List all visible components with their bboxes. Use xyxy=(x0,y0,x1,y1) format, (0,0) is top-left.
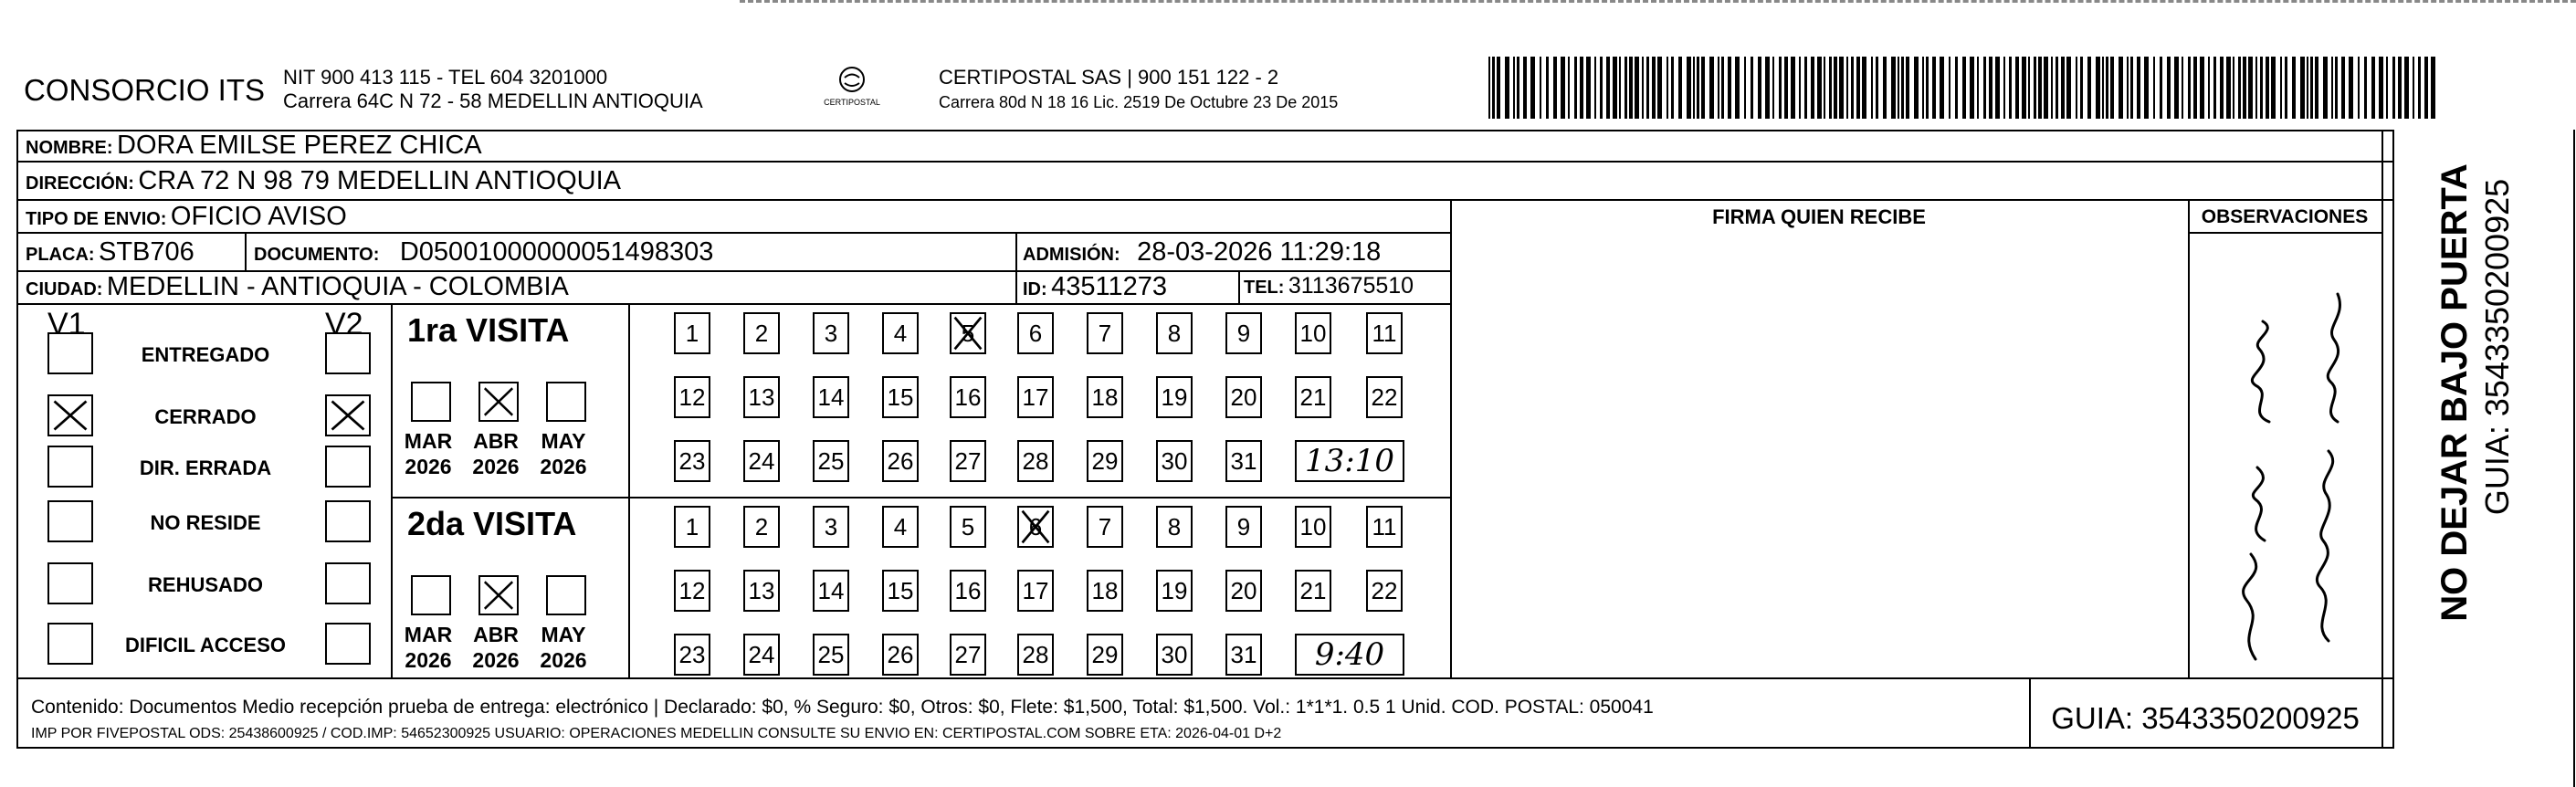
svg-text:Cerrado: Cerrado xyxy=(2201,239,2204,240)
month-checkbox[interactable] xyxy=(478,382,519,422)
day-box[interactable]: 15 xyxy=(882,376,919,418)
v1-label: V1 xyxy=(47,307,86,341)
id-field: ID: 43511273 xyxy=(1023,272,1167,301)
day-box[interactable]: 1 xyxy=(674,312,710,354)
status-label: CERRADO xyxy=(154,405,257,428)
day-box[interactable]: 8 xyxy=(1156,506,1193,548)
day-box[interactable]: 20 xyxy=(1225,376,1262,418)
month-checkbox[interactable] xyxy=(546,575,586,615)
day-box[interactable]: 25 xyxy=(813,634,849,676)
day-box[interactable]: 12 xyxy=(674,570,710,612)
month-checkbox[interactable] xyxy=(478,575,519,615)
day-box[interactable]: 16 xyxy=(950,376,986,418)
recipient-address: CRA 72 N 98 79 MEDELLIN ANTIOQUIA xyxy=(138,166,621,195)
side-guia: GUIA: 3543350200925 xyxy=(2478,178,2516,516)
day-box[interactable]: 23 xyxy=(674,440,710,482)
day-box[interactable]: 21 xyxy=(1295,376,1331,418)
month-label: MAR xyxy=(404,429,453,453)
recipient-name: DORA EMILSE PEREZ CHICA xyxy=(117,131,482,160)
status-label: REHUSADO xyxy=(148,573,263,596)
month-label: ABR xyxy=(473,429,519,453)
v2-checkbox[interactable] xyxy=(325,623,371,665)
day-box[interactable]: 16 xyxy=(950,570,986,612)
day-box[interactable]: 31 xyxy=(1225,440,1262,482)
day-box[interactable]: 6 xyxy=(1017,312,1054,354)
signature-area xyxy=(1452,234,2186,676)
day-box[interactable]: 22 xyxy=(1366,570,1403,612)
day-box[interactable]: 19 xyxy=(1156,376,1193,418)
month-year: 2026 xyxy=(472,455,520,478)
certipostal-logo: CERTIPOSTAL xyxy=(811,64,893,113)
month-checkbox[interactable] xyxy=(411,382,451,422)
day-box[interactable]: 26 xyxy=(882,440,919,482)
status-label: DIR. ERRADA xyxy=(139,456,272,479)
month-year: 2026 xyxy=(405,455,452,478)
day-box[interactable]: 30 xyxy=(1156,440,1193,482)
month-label: MAR xyxy=(404,623,453,646)
day-box[interactable]: 18 xyxy=(1087,376,1123,418)
day-box[interactable]: 1 xyxy=(674,506,710,548)
day-box[interactable]: 2 xyxy=(743,506,780,548)
visit-title: 1ra VISITA xyxy=(407,311,570,349)
day-box[interactable]: 28 xyxy=(1017,634,1054,676)
day-box[interactable]: 13 xyxy=(743,570,780,612)
day-box[interactable]: 19 xyxy=(1156,570,1193,612)
ciudad-field: CIUDAD: MEDELLIN - ANTIOQUIA - COLOMBIA xyxy=(26,272,569,301)
nombre-row: NOMBRE: DORA EMILSE PEREZ CHICA xyxy=(26,131,482,160)
v2-checkbox[interactable] xyxy=(325,394,371,436)
observations-label: OBSERVACIONES xyxy=(2201,206,2369,227)
day-box[interactable]: 10 xyxy=(1295,506,1331,548)
day-box[interactable]: 5 xyxy=(950,506,986,548)
v2-checkbox[interactable] xyxy=(325,332,371,374)
day-box[interactable]: 9 xyxy=(1225,506,1262,548)
day-box[interactable]: 28 xyxy=(1017,440,1054,482)
month-year: 2026 xyxy=(540,455,587,478)
month-label: MAY xyxy=(541,429,586,453)
day-box[interactable]: 7 xyxy=(1087,312,1123,354)
month-checkbox[interactable] xyxy=(546,382,586,422)
month-year: 2026 xyxy=(405,648,452,672)
day-box[interactable]: 14 xyxy=(813,570,849,612)
status-label: ENTREGADO xyxy=(141,343,270,366)
do-not-leave-warning: NO DEJAR BAJO PUERTA xyxy=(2434,163,2475,622)
day-box[interactable]: 4 xyxy=(882,312,919,354)
status-label: NO RESIDE xyxy=(150,511,261,534)
signature-label: FIRMA QUIEN RECIBE xyxy=(1712,205,1926,228)
top-edge-line xyxy=(740,0,2576,3)
footer-print-info: IMP POR FIVEPOSTAL ODS: 25438600925 / COD.IMP: 54652300925 USUARIO: OPERACIONES MEDELLIN CONSULTE SU ENVIO EN: CERTIPOSTAL.COM SOBRE ETA: 2026-04-01 D+2 xyxy=(31,726,1282,741)
month-checkbox[interactable] xyxy=(411,575,451,615)
day-box[interactable]: 24 xyxy=(743,440,780,482)
visit-time: 9:40 xyxy=(1314,636,1385,673)
day-box[interactable]: 10 xyxy=(1295,312,1331,354)
day-box[interactable]: 13 xyxy=(743,376,780,418)
v2-checkbox[interactable] xyxy=(325,446,371,488)
day-box[interactable]: 7 xyxy=(1087,506,1123,548)
tipo-row: TIPO DE ENVIO: OFICIO AVISO xyxy=(26,202,347,231)
right-edge-line xyxy=(2573,130,2575,787)
day-box[interactable]: 31 xyxy=(1225,634,1262,676)
visit-time-box[interactable] xyxy=(1295,440,1404,482)
company-info-2: Carrera 64C N 72 - 58 MEDELLIN ANTIOQUIA xyxy=(283,89,703,112)
day-box[interactable]: 24 xyxy=(743,634,780,676)
barcode xyxy=(1488,57,2438,119)
day-box[interactable]: 22 xyxy=(1366,376,1403,418)
day-box[interactable]: 21 xyxy=(1295,570,1331,612)
status-label: DIFICIL ACCESO xyxy=(124,634,286,656)
day-box[interactable]: 8 xyxy=(1156,312,1193,354)
day-box[interactable]: 9 xyxy=(1225,312,1262,354)
courier-info-2: Carrera 80d N 18 16 Lic. 2519 De Octubre 23 De 2015 xyxy=(939,93,1339,111)
documento-field: DOCUMENTO: D05001000000051498303 xyxy=(254,237,714,267)
v2-label: V2 xyxy=(325,307,363,341)
day-box[interactable]: 20 xyxy=(1225,570,1262,612)
day-box[interactable]: 3 xyxy=(813,506,849,548)
day-box[interactable]: 4 xyxy=(882,506,919,548)
day-box[interactable]: 27 xyxy=(950,440,986,482)
day-box[interactable]: 25 xyxy=(813,440,849,482)
v2-checkbox[interactable] xyxy=(325,500,371,542)
footer-contents: Contenido: Documentos Medio recepción prueba de entrega: electrónico | Declarado: $0, % Seguro: $0, Otros: $0, Flete: $1,500, Total: $1,500. Vol.: 1*1*1. 0.5 1 Unid. COD. POSTAL: 050041 xyxy=(31,697,1654,718)
tel-field: TEL: 3113675510 xyxy=(1244,273,1414,299)
month-year: 2026 xyxy=(540,648,587,672)
shipment-type: OFICIO AVISO xyxy=(170,202,347,231)
company-info-1: NIT 900 413 115 - TEL 604 3201000 xyxy=(283,66,608,89)
month-label: MAY xyxy=(541,623,586,646)
visit-time-box[interactable] xyxy=(1295,634,1404,676)
company-name: CONSORCIO ITS xyxy=(24,73,266,107)
month-year: 2026 xyxy=(472,648,520,672)
day-box[interactable]: 29 xyxy=(1087,440,1123,482)
v2-checkbox[interactable] xyxy=(325,562,371,604)
day-box[interactable]: 11 xyxy=(1366,312,1403,354)
day-box[interactable]: 26 xyxy=(882,634,919,676)
day-box[interactable]: 27 xyxy=(950,634,986,676)
direccion-row: DIRECCIÓN: CRA 72 N 98 79 MEDELLIN ANTIOQUIA xyxy=(26,166,621,195)
observations-handwriting xyxy=(2201,239,2374,672)
day-box[interactable]: 17 xyxy=(1017,376,1054,418)
placa-field: PLACA: STB706 xyxy=(26,237,195,267)
day-box[interactable]: 15 xyxy=(882,570,919,612)
day-box[interactable]: 18 xyxy=(1087,570,1123,612)
day-box[interactable]: 11 xyxy=(1366,506,1403,548)
admision-field: ADMISIÓN: 28-03-2026 11:29:18 xyxy=(1023,237,1382,267)
day-box[interactable]: 29 xyxy=(1087,634,1123,676)
day-box[interactable]: 6 xyxy=(1017,506,1054,548)
visit-title: 2da VISITA xyxy=(407,505,577,542)
day-box[interactable]: 5 xyxy=(950,312,986,354)
visit-time: 13:10 xyxy=(1305,443,1394,479)
day-box[interactable]: 23 xyxy=(674,634,710,676)
month-label: ABR xyxy=(473,623,519,646)
day-box[interactable]: 2 xyxy=(743,312,780,354)
courier-info-1: CERTIPOSTAL SAS | 900 151 122 - 2 xyxy=(939,66,1279,89)
day-box[interactable]: 12 xyxy=(674,376,710,418)
day-box[interactable]: 30 xyxy=(1156,634,1193,676)
footer-guia: GUIA: 3543350200925 xyxy=(2051,701,2360,735)
day-box[interactable]: 17 xyxy=(1017,570,1054,612)
day-box[interactable]: 3 xyxy=(813,312,849,354)
day-box[interactable]: 14 xyxy=(813,376,849,418)
